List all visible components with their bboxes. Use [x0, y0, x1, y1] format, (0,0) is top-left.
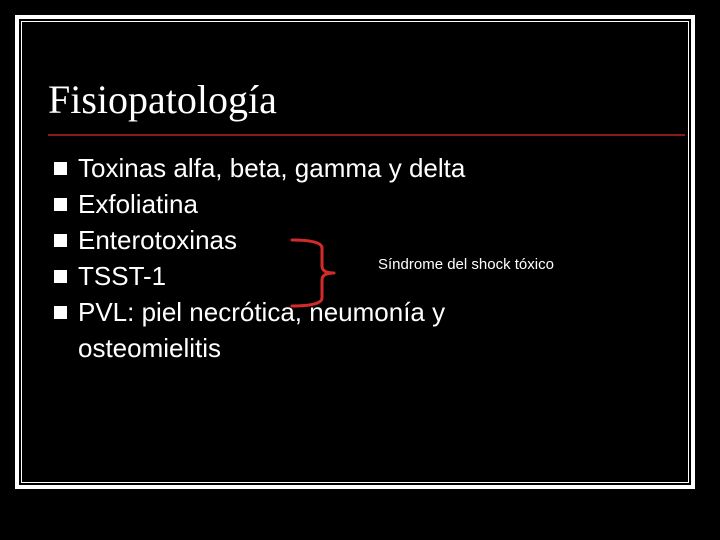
bullet-item-toxinas	[52, 150, 572, 186]
square-bullet-icon	[54, 306, 67, 319]
square-bullet-icon	[54, 198, 67, 211]
right-brace-icon	[290, 238, 360, 308]
bullet-text: Exfoliatina	[78, 189, 198, 219]
bullet-text: Toxinas alfa, beta, gamma y delta	[78, 153, 466, 183]
slide-title: Fisiopatología	[48, 77, 277, 122]
title-divider	[48, 134, 685, 136]
square-bullet-icon	[54, 234, 67, 247]
syndrome-note: Síndrome del shock tóxico	[378, 256, 554, 273]
bullet-text: TSST-1	[78, 261, 167, 291]
bullet-item-exfoliatina	[52, 186, 572, 222]
bullet-text: Enterotoxinas	[78, 225, 237, 255]
bullet-text: PVL: piel necrótica, neumonía y osteomielitis	[78, 297, 446, 363]
square-bullet-icon	[54, 162, 67, 175]
square-bullet-icon	[54, 270, 67, 283]
